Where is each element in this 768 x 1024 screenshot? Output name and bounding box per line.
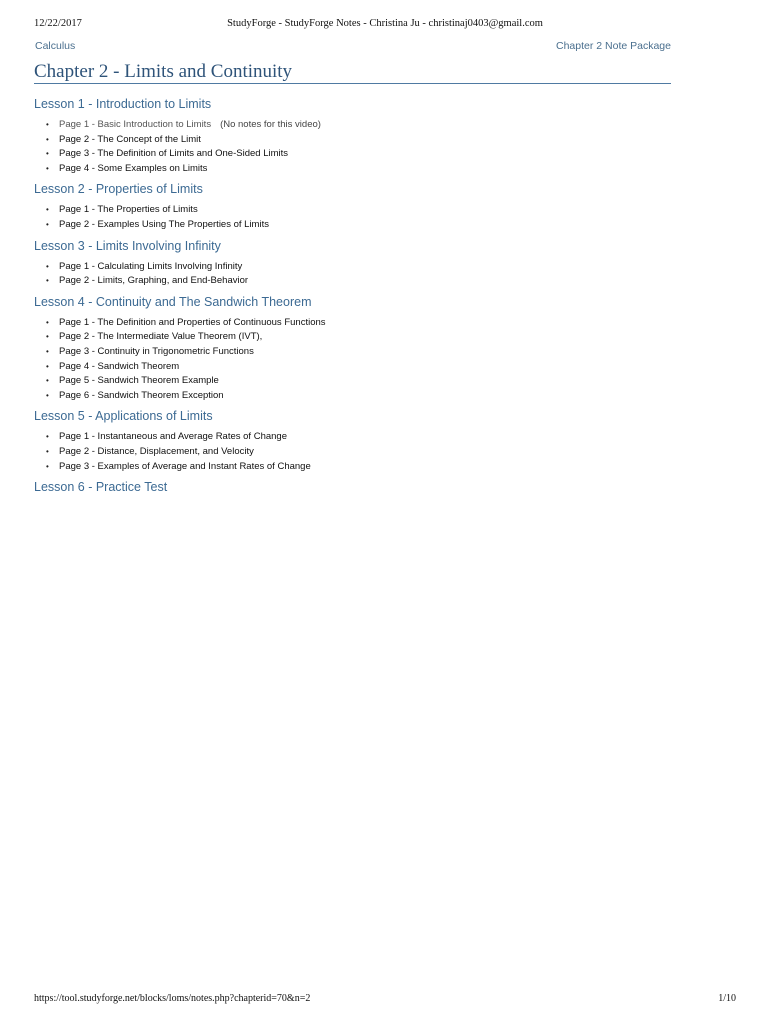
page-list-item [34,389,671,404]
bullet-icon: • [46,332,49,342]
bullet-icon: • [46,134,49,144]
lesson-title[interactable]: Lesson 1 - Introduction to Limits [34,97,212,111]
page-link[interactable]: Page 2 - Limits, Graphing, and End-Behavior [59,275,249,287]
page-list-item [34,445,671,460]
bullet-icon: • [46,149,49,159]
bullet-icon: • [46,276,49,286]
no-notes-label: (No notes for this video) [220,119,321,130]
lesson-section [34,181,671,232]
page-list-item [34,162,671,177]
page-list-item [34,345,671,360]
page-list-item [34,133,671,148]
lesson-list [34,96,671,495]
page-link[interactable]: Page 1 - The Properties of Limits [59,204,198,216]
page-link[interactable]: Page 2 - Distance, Displacement, and Velocity [59,445,254,457]
lesson-title[interactable]: Lesson 6 - Practice Test [34,480,168,495]
lesson-section [34,479,671,495]
page-link[interactable]: Page 3 - Examples of Average and Instant Rates of Change [59,460,311,472]
bullet-icon: • [46,390,49,400]
page-link[interactable]: Page 4 - Sandwich Theorem [59,360,180,372]
page-link[interactable]: Page 3 - Continuity in Trigonometric Functions [59,345,254,357]
page-link[interactable]: Page 2 - Examples Using The Properties of Limits [59,218,269,230]
bullet-icon: • [46,163,49,173]
bullet-icon: • [46,461,49,471]
print-title: StudyForge - StudyForge Notes - Christina Ju - christinaj0403@gmail.com [227,18,543,29]
bullet-icon: • [46,376,49,386]
page-link[interactable]: Page 2 - The Intermediate Value Theorem (IVT), [59,331,263,343]
lesson-section [34,238,671,289]
lesson-title[interactable]: Lesson 3 - Limits Involving Infinity [34,238,221,253]
page-link[interactable]: Page 1 - The Definition and Properties of Continuous Functions [59,316,326,328]
bullet-icon: • [46,432,49,442]
page-list-item [34,147,671,162]
bullet-icon: • [46,361,49,371]
print-date: 12/22/2017 [34,18,82,29]
page-list-item [34,360,671,375]
page-list-item [34,118,671,133]
print-page-number: 1/10 [718,993,736,1004]
chapter-title: Chapter 2 - Limits and Continuity [34,62,671,84]
page-list-item [34,330,671,345]
page-link[interactable]: Page 1 - Calculating Limits Involving Infinity [59,260,243,272]
page-list-item [34,430,671,445]
page-link[interactable]: Page 2 - The Concept of the Limit [59,133,201,145]
print-footer [34,993,736,1007]
lesson-title[interactable]: Lesson 5 - Applications of Limits [34,409,213,424]
breadcrumb [34,40,671,54]
page-link: Page 1 - Basic Introduction to Limits [59,119,212,130]
bullet-icon: • [46,317,49,327]
page-link[interactable]: Page 4 - Some Examples on Limits [59,162,208,174]
bullet-icon: • [46,261,49,271]
page-list [34,203,671,232]
page-list-item [34,316,671,331]
bullet-icon: • [46,346,49,356]
bullet-icon: • [46,120,49,129]
page-list [34,430,671,474]
bullet-icon: • [46,205,49,215]
lesson-title[interactable]: Lesson 4 - Continuity and The Sandwich Theorem [34,294,312,309]
page-link[interactable]: Page 6 - Sandwich Theorem Exception [59,389,224,401]
bullet-icon: • [46,219,49,229]
page-list [34,118,671,176]
lesson-title[interactable]: Lesson 2 - Properties of Limits [34,182,203,197]
page-list [34,316,671,404]
page-list-item [34,374,671,389]
page-link[interactable]: Page 3 - The Definition of Limits and One-Sided Limits [59,148,288,160]
page-link[interactable]: Page 5 - Sandwich Theorem Example [59,375,219,387]
print-header [34,18,736,32]
lesson-section [34,96,671,176]
page-list-item [34,260,671,275]
page-list-item [34,218,671,233]
page-list-item [34,274,671,289]
lesson-section [34,408,671,474]
page-link[interactable]: Page 1 - Instantaneous and Average Rates of Change [59,431,287,443]
breadcrumb-package-link[interactable]: Chapter 2 Note Package [556,40,671,52]
page-list [34,260,671,289]
breadcrumb-course-link[interactable]: Calculus [35,40,76,52]
page-list-item [34,460,671,475]
lesson-section [34,294,671,404]
page-list-item [34,203,671,218]
print-url: https://tool.studyforge.net/blocks/loms/notes.php?chapterid=70&n=2 [34,993,311,1004]
bullet-icon: • [46,446,49,456]
